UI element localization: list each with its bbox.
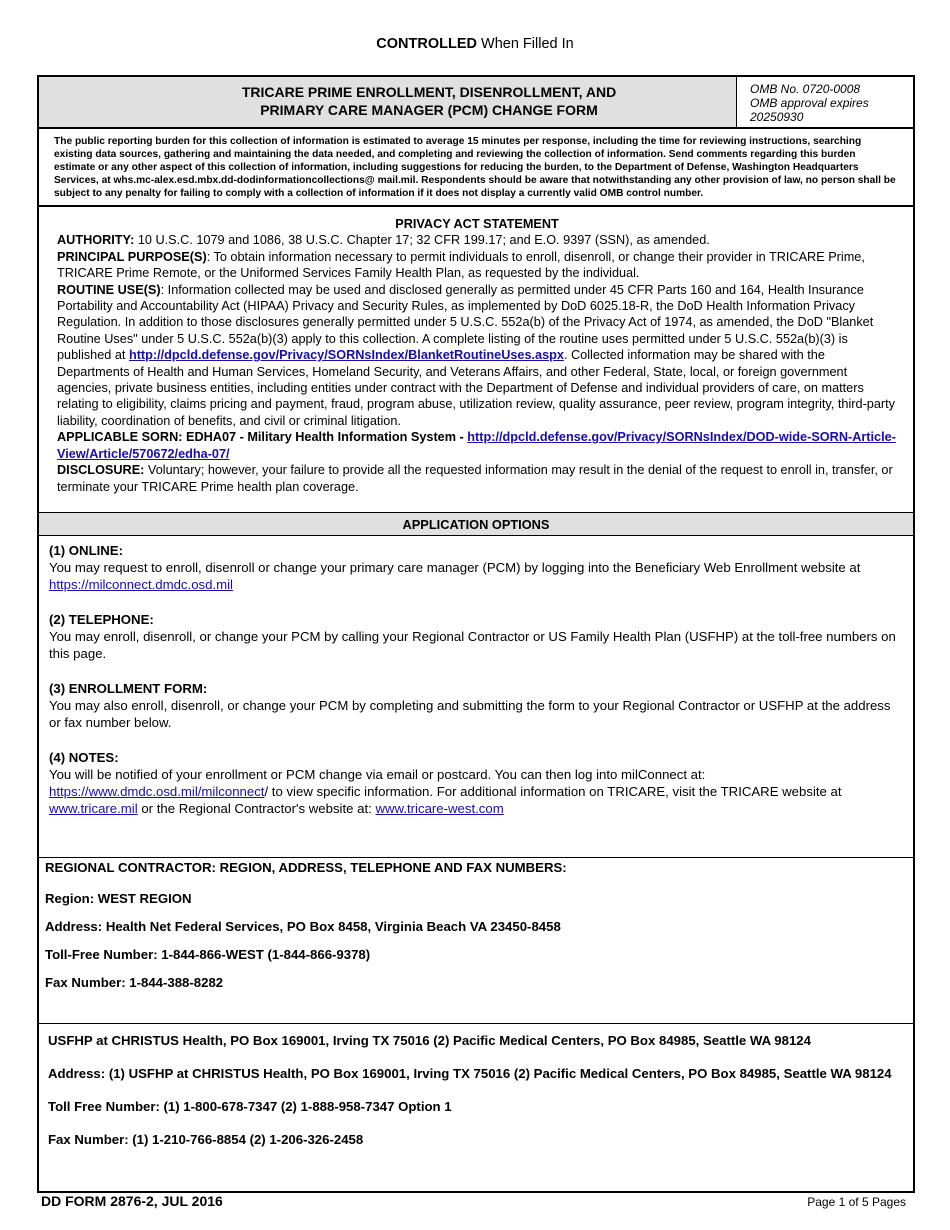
purpose-text: : To obtain information necessary to permit individuals to enroll, disenroll, or change their provider in TRICARE Prime, TRICARE Prime Remote, or the Uniformed Services Family Health Plan, as requested by the individual. bbox=[57, 249, 865, 281]
purpose-label: PRINCIPAL PURPOSE(S) bbox=[57, 249, 207, 264]
notes-text-3: or the Regional Contractor's website at: bbox=[137, 801, 376, 816]
routine-text-2: . Collected information may be shared with the Departments of Health and Human Services, Homeland Security, and Veterans Affairs, and other Federal, State, local, or foreign government agencies, private business entities, including entities under contract with the Department of Defense and individual providers of care, on matters relating to eligibility, claims pricing and payment, fraud, program abuse, utilization review, quality assurance, peer review, program integrity, third-party liability, coordination of benefits, and civil or criminal litigation. bbox=[57, 348, 895, 428]
omb-number: OMB No. 0720-0008 bbox=[750, 82, 861, 96]
telephone-text: You may enroll, disenroll, or change your PCM by calling your Regional Contractor or US Family Health Plan (USFHP) at the toll-free numbers on this page. bbox=[49, 629, 896, 661]
tricare-west-link[interactable]: www.tricare-west.com bbox=[375, 801, 504, 816]
authority-text: 10 U.S.C. 1079 and 1086, 38 U.S.C. Chapter 17; 32 CFR 199.17; and E.O. 9397 (SSN), as amended. bbox=[134, 233, 710, 248]
usfhp-fax: Fax Number: (1) 1-210-766-8854 (2) 1-206-326-2458 bbox=[48, 1132, 364, 1147]
online-body bbox=[49, 559, 903, 593]
enrollment-form-title: (3) ENROLLMENT FORM: bbox=[49, 681, 208, 696]
online-text: You may request to enroll, disenroll or change your primary care manager (PCM) by logging into the Beneficiary Web Enrollment website at bbox=[49, 560, 861, 575]
usfhp-address: Address: (1) USFHP at CHRISTUS Health, PO Box 169001, Irving TX 75016 (2) Pacific Medical Centers, PO Box 84985, Seattle WA 98124 bbox=[48, 1066, 892, 1081]
authority-label: AUTHORITY: bbox=[57, 233, 135, 248]
burden-statement: The public reporting burden for this collection of information is estimated to average 15 minutes per response, including the time for reviewing instructions, searching existing data sources, gathering and maintaining the data needed, and completing and reviewing the collection of information. Send comments regarding this burden estimate or any other aspect of this collection of information, including suggestions for reducing the burden, to the Department of Defense, Washington Headquarters Services, at whs.mc-alex.esd.mbx.dd-dodinformationcollections@ mail.mil. Respondents should be aware that notwithstanding any other provision of law, no person shall be subject to any penalty for failing to comply with a collection of information if it does not display a currently valid OMB control number. bbox=[39, 129, 913, 207]
notes-body bbox=[49, 766, 903, 817]
form-title bbox=[39, 83, 819, 119]
usfhp-section bbox=[39, 1027, 913, 1191]
form-title-line2: PRIMARY CARE MANAGER (PCM) CHANGE FORM bbox=[260, 102, 598, 118]
region-name: Region: WEST REGION bbox=[45, 891, 192, 906]
sorn-label: APPLICABLE SORN: EDHA07 - Military Health Information System - bbox=[57, 430, 468, 445]
disclosure-paragraph bbox=[57, 462, 897, 495]
disclosure-label: DISCLOSURE: bbox=[57, 463, 145, 478]
banner-bold: CONTROLLED bbox=[376, 36, 477, 52]
notes-title: (4) NOTES: bbox=[49, 750, 119, 765]
form-title-line1: TRICARE PRIME ENROLLMENT, DISENROLLMENT, AND bbox=[241, 84, 617, 100]
authority-paragraph bbox=[57, 232, 897, 248]
page-number: Page 1 of 5 Pages bbox=[807, 1195, 906, 1209]
notes-text-2: / to view specific information. For additional information on TRICARE, visit the TRICARE website at bbox=[264, 784, 842, 799]
omb-expires-label: OMB approval expires bbox=[750, 96, 869, 110]
application-options-heading: APPLICATION OPTIONS bbox=[39, 512, 913, 536]
disclosure-text: Voluntary; however, your failure to provide all the requested information may result in the denial of the request to enroll in, transfer, or terminate your TRICARE Prime health plan coverage. bbox=[57, 463, 893, 494]
controlled-banner bbox=[0, 36, 950, 52]
regional-tollfree: Toll-Free Number: 1-844-866-WEST (1-844-866-9378) bbox=[45, 947, 371, 962]
banner-rest: When Filled In bbox=[476, 36, 574, 52]
regional-heading: REGIONAL CONTRACTOR: REGION, ADDRESS, TELEPHONE AND FAX NUMBERS: bbox=[45, 860, 567, 875]
routine-text-1: : Information collected may be used and disclosed generally as permitted under 45 CFR Parts 160 and 164, Health Insurance Portability and Accountability Act (HIPAA) Privacy and Security Rules, as implemented by DoD 6025.18-R, the DoD Health Information Privacy Regulation. In addition to those disclosures generally permitted under 5 U.S.C. 552a(b) of the Privacy Act of 1974, as amended, the DoD "Blanket Routine Uses" under 5 U.S.C. 552a(b)(3) apply to this collection. A complete listing of the routine uses permitted under 5 U.S.C. 552a(b)(3) is published at bbox=[57, 282, 874, 363]
form-id-footer: DD FORM 2876-2, JUL 2016 bbox=[41, 1193, 223, 1209]
regional-address: Address: Health Net Federal Services, PO Box 8458, Virginia Beach VA 23450-8458 bbox=[45, 919, 561, 934]
purpose-paragraph bbox=[57, 249, 897, 282]
milconnect-link[interactable]: https://milconnect.dmdc.osd.mil bbox=[49, 577, 233, 592]
tricare-website-link[interactable]: www.tricare.mil bbox=[49, 801, 138, 816]
online-title: (1) ONLINE: bbox=[49, 543, 123, 558]
usfhp-heading: USFHP at CHRISTUS Health, PO Box 169001, Irving TX 75016 (2) Pacific Medical Centers, PO Box 84985, Seattle WA 98124 bbox=[48, 1033, 811, 1048]
option-notes bbox=[49, 749, 903, 817]
sorn-link[interactable]: http://dpcld.defense.gov/Privacy/SORNsIndex/DOD-wide-SORN-Article-View/Article/570672/edha-07/ bbox=[57, 430, 896, 461]
routine-use-paragraph bbox=[57, 282, 897, 430]
form-frame bbox=[37, 75, 915, 1193]
regional-fax: Fax Number: 1-844-388-8282 bbox=[45, 975, 224, 990]
privacy-heading: PRIVACY ACT STATEMENT bbox=[395, 217, 559, 231]
dmdc-milconnect-link[interactable]: https://www.dmdc.osd.mil/milconnect bbox=[49, 784, 265, 799]
notes-text-1: You will be notified of your enrollment or PCM change via email or postcard. You can then log into milConnect at: bbox=[49, 767, 706, 782]
usfhp-tollfree: Toll Free Number: (1) 1-800-678-7347 (2) 1-888-958-7347 Option 1 bbox=[48, 1099, 452, 1114]
omb-expiry-date: 20250930 bbox=[750, 110, 804, 124]
sorn-paragraph bbox=[57, 429, 897, 462]
option-enrollment-form bbox=[49, 680, 903, 731]
option-telephone bbox=[49, 611, 903, 662]
telephone-title: (2) TELEPHONE: bbox=[49, 612, 154, 627]
privacy-act-statement bbox=[39, 209, 913, 512]
routine-label: ROUTINE USE(S) bbox=[57, 282, 161, 297]
enrollment-form-text: You may also enroll, disenroll, or change your PCM by completing and submitting the form to your Regional Contractor or USFHP at the address or fax number below. bbox=[49, 698, 891, 730]
application-options bbox=[39, 539, 913, 857]
blanket-routine-uses-link[interactable]: http://dpcld.defense.gov/Privacy/SORNsIndex/BlanketRoutineUses.aspx bbox=[128, 348, 564, 363]
omb-box bbox=[736, 77, 913, 127]
form-header bbox=[39, 77, 913, 129]
regional-contractor-section bbox=[39, 857, 913, 1024]
option-online bbox=[49, 542, 903, 593]
